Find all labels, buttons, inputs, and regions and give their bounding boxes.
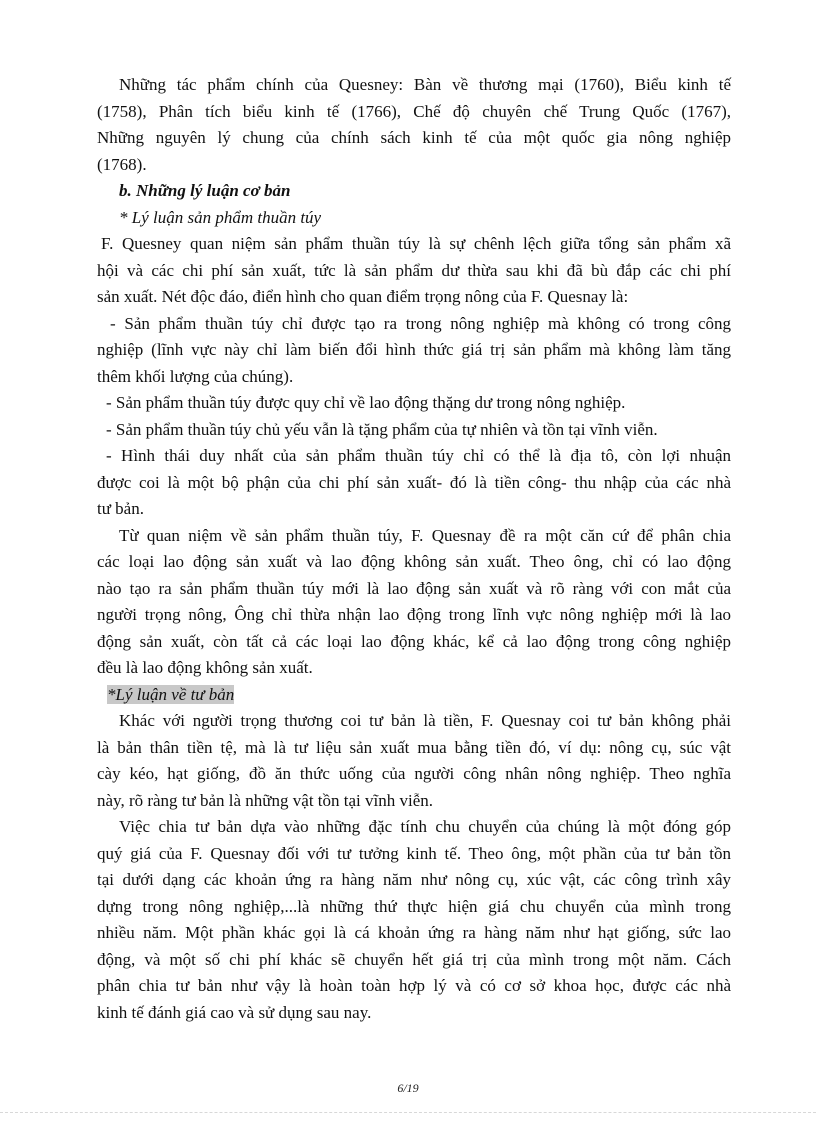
text-line: người trọng nông, Ông chỉ thừa nhận lao động trong lĩnh vực nông nghiệp mới là lao	[97, 605, 731, 624]
subheading-capital	[97, 682, 731, 709]
text-line: Khác với người trọng thương coi tư bản là tiền, F. Quesnay coi tư bản không phải	[119, 711, 731, 730]
text-line: sản xuất. Nét độc đáo, điển hình cho quan điểm trọng nông của F. Quesnay là:	[97, 287, 629, 306]
text-line: - Hình thái duy nhất của sản phẩm thuần túy chỉ có thể là địa tô, còn lợi nhuận	[106, 446, 731, 465]
text-line: tư bản.	[97, 499, 144, 518]
text-line: quý giá của F. Quesnay đối với tư tưởng kinh tế. Theo ông, một phần của tư bản tồn	[97, 843, 731, 863]
bullet-item: - Sản phẩm thuần túy chủ yếu vẫn là tặng phẩm của tự nhiên và tồn tại vĩnh viễn.	[106, 419, 658, 439]
text-line: dựng trong nông nghiệp,...là những thứ thực hiện giá chu chuyển của mình trong	[97, 896, 731, 916]
text-line: Từ quan niệm về sản phẩm thuần túy, F. Quesnay đề ra một căn cứ để phân chia	[119, 525, 731, 545]
document-body	[97, 72, 731, 1026]
productive-labor-paragraph	[97, 523, 731, 682]
text-line: (1758), Phân tích biểu kinh tế (1766), Chế độ chuyên chế Trung Quốc (1767),	[97, 101, 731, 121]
bullet-item: - Sản phẩm thuần túy được quy chỉ về lao động thặng dư trong nông nghiệp.	[106, 393, 626, 412]
bullet-item	[97, 443, 731, 523]
text-line: nào tạo ra sản phẩm thuần túy mới là lao động sản xuất và rõ ràng với con mắt của	[97, 578, 731, 598]
text-line: nhiều năm. Một phần khác gọi là cá khoản ứng ra hàng năm như hạt giống, sức lao	[97, 923, 731, 942]
text-line: Những nguyên lý chung của chính sách kinh tế của một quốc gia nông nghiệp	[97, 128, 731, 147]
bullet-item	[97, 311, 731, 391]
text-line: tại dưới dạng các khoản ứng ra hàng năm như nông cụ, xúc vật, các công trình xây	[97, 870, 731, 889]
text-line: nghiệp (lĩnh vực này chỉ làm biến đổi hình thức giá trị sản phẩm mà không làm tăng	[97, 340, 731, 359]
capital-division-paragraph	[97, 814, 731, 1026]
pure-product-paragraph	[97, 231, 731, 311]
text-line: phân chia tư bản như vậy là hoàn toàn hợp lý và có cơ sở khoa học, được các nhà	[97, 976, 731, 995]
subheading-capital-text: *Lý luận về tư bản	[107, 684, 235, 704]
text-line: đều là lao động không sản xuất.	[97, 658, 313, 677]
text-line: F. Quesney quan niệm sản phẩm thuần túy là sự chênh lệch giữa tổng sản phẩm xã	[101, 234, 731, 253]
page-number: 6/19	[397, 1081, 419, 1095]
page-bottom-divider	[0, 1112, 816, 1113]
text-line: động, và một số chi phí khác sẽ chuyển hết giá trị của mình trong một năm. Cách	[97, 949, 731, 969]
text-line: - Sản phẩm thuần túy chỉ được tạo ra trong nông nghiệp mà không có trong công	[110, 313, 731, 333]
section-heading: b. Những lý luận cơ bản	[119, 181, 291, 200]
text-line: là bản thân tiền tệ, mà là tư liệu sản xuất mua bằng tiền đó, ví dụ: nông cụ, súc vật	[97, 737, 731, 757]
text-line: hội và các chi phí sản xuất, tức là sản phẩm dư thừa sau khi đã bù đắp các chi phí	[97, 260, 731, 280]
text-line: động sản xuất, còn tất cả các loại lao động khác, kể cả lao động trong công nghiệp	[97, 631, 731, 651]
text-line: kinh tế đánh giá cao và sử dụng sau nay.	[97, 1002, 372, 1022]
text-line: Những tác phẩm chính của Quesney: Bàn về thương mại (1760), Biểu kinh tế	[119, 75, 731, 94]
subheading-pure-product: * Lý luận sản phẩm thuần túy	[119, 207, 322, 227]
text-line: các loại lao động sản xuất và lao động không sản xuất. Theo ông, chỉ có lao động	[97, 552, 731, 571]
text-line: thêm khối lượng của chúng).	[97, 366, 294, 386]
works-paragraph	[97, 72, 731, 178]
text-line: (1768).	[97, 154, 147, 174]
text-line: được coi là một bộ phận của chi phí sản xuất- đó là tiền công- thu nhập của các nhà	[97, 472, 731, 492]
text-line: cày kéo, hạt giống, đồ ăn thức uống của người công nhân nông nghiệp. Theo nghĩa	[97, 764, 731, 783]
text-line: Việc chia tư bản dựa vào những đặc tính chu chuyển của chúng là một đóng góp	[119, 817, 731, 836]
capital-paragraph	[97, 708, 731, 814]
text-line: này, rõ ràng tư bản là những vật tồn tại vĩnh viễn.	[97, 790, 433, 810]
